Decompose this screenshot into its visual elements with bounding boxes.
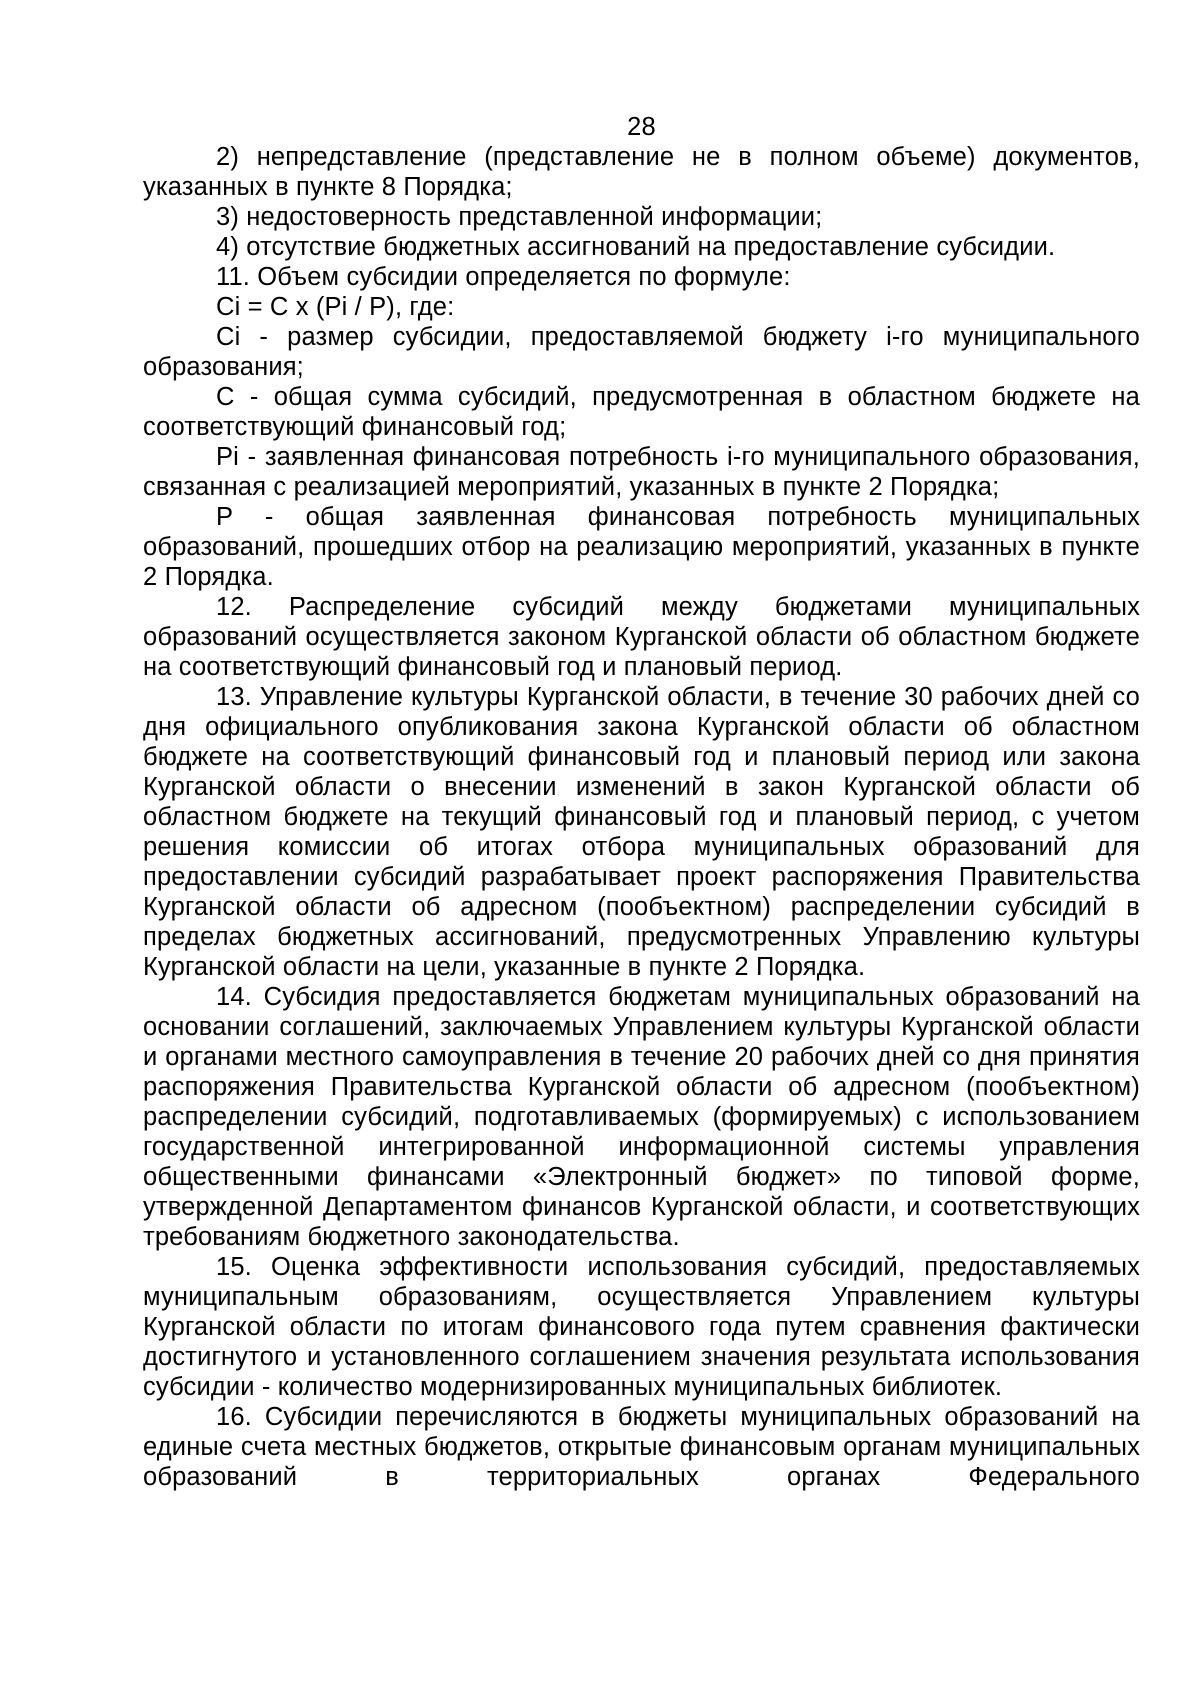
formula-definition-p: P - общая заявленная финансовая потребность муниципальных образований, прошедших отбор на реализацию мероприятий, указанных в пункте 2 Порядка. <box>143 503 1140 591</box>
paragraph-16: 16. Субсидии перечисляются в бюджеты муниципальных образований на единые счета местных бюджетов, открытые финансовым органам муниципальных образований в территориальных органах Федерального <box>143 1403 1140 1491</box>
document-page <box>143 112 1140 1492</box>
page-number: 28 <box>627 113 656 141</box>
paragraph-item-3: 3) недостоверность представленной информации; <box>216 203 823 231</box>
paragraph-12: 12. Распределение субсидий между бюджетами муниципальных образований осуществляется законом Курганской области об областном бюджете на соответствующий финансовый год и плановый период. <box>143 593 1140 681</box>
paragraph-11: 11. Объем субсидии определяется по формуле: <box>216 263 791 291</box>
formula-definition-pi: Pi - заявленная финансовая потребность i-го муниципального образования, связанная с реализацией мероприятий, указанных в пункте 2 Порядка; <box>143 443 1140 501</box>
paragraph-13: 13. Управление культуры Курганской области, в течение 30 рабочих дней со дня официального опубликования закона Курганской области об областном бюджете на соответствующий финансовый год и плановый период или закона Курганской области о внесении изменений в закон Курганской области об областном бюджете на текущий финансовый год и плановый период, с учетом решения комиссии об итогах отбора муниципальных образований для предоставлении субсидий разрабатывает проект распоряжения Правительства Курганской области об адресном (пообъектном) распределении субсидий в пределах бюджетных ассигнований, предусмотренных Управлению культуры Курганской области на цели, указанные в пункте 2 Порядка. <box>143 683 1140 981</box>
paragraph-item-2: 2) непредставление (представление не в полном объеме) документов, указанных в пункте 8 Порядка; <box>143 143 1140 201</box>
formula: Ci = C x (Pi / P), где: <box>216 293 455 321</box>
paragraph-15: 15. Оценка эффективности использования субсидий, предоставляемых муниципальным образованиям, осуществляется Управлением культуры Курганской области по итогам финансового года путем сравнения фактически достигнутого и установленного соглашением значения результата использования субсидии - количество модернизированных муниципальных библиотек. <box>143 1253 1140 1401</box>
formula-definition-c: C - общая сумма субсидий, предусмотренная в областном бюджете на соответствующий финансовый год; <box>143 383 1140 441</box>
formula-definition-ci: Ci - размер субсидии, предоставляемой бюджету i-го муниципального образования; <box>143 323 1140 381</box>
paragraph-14: 14. Субсидия предоставляется бюджетам муниципальных образований на основании соглашений, заключаемых Управлением культуры Курганской области и органами местного самоуправления в течение 20 рабочих дней со дня принятия распоряжения Правительства Курганской области об адресном (пообъектном) распределении субсидий, подготавливаемых (формируемых) с использованием государственной интегрированной информационной системы управления общественными финансами «Электронный бюджет» по типовой форме, утвержденной Департаментом финансов Курганской области, и соответствующих требованиям бюджетного законодательства. <box>143 983 1140 1251</box>
paragraph-item-4: 4) отсутствие бюджетных ассигнований на предоставление субсидии. <box>216 233 1056 261</box>
